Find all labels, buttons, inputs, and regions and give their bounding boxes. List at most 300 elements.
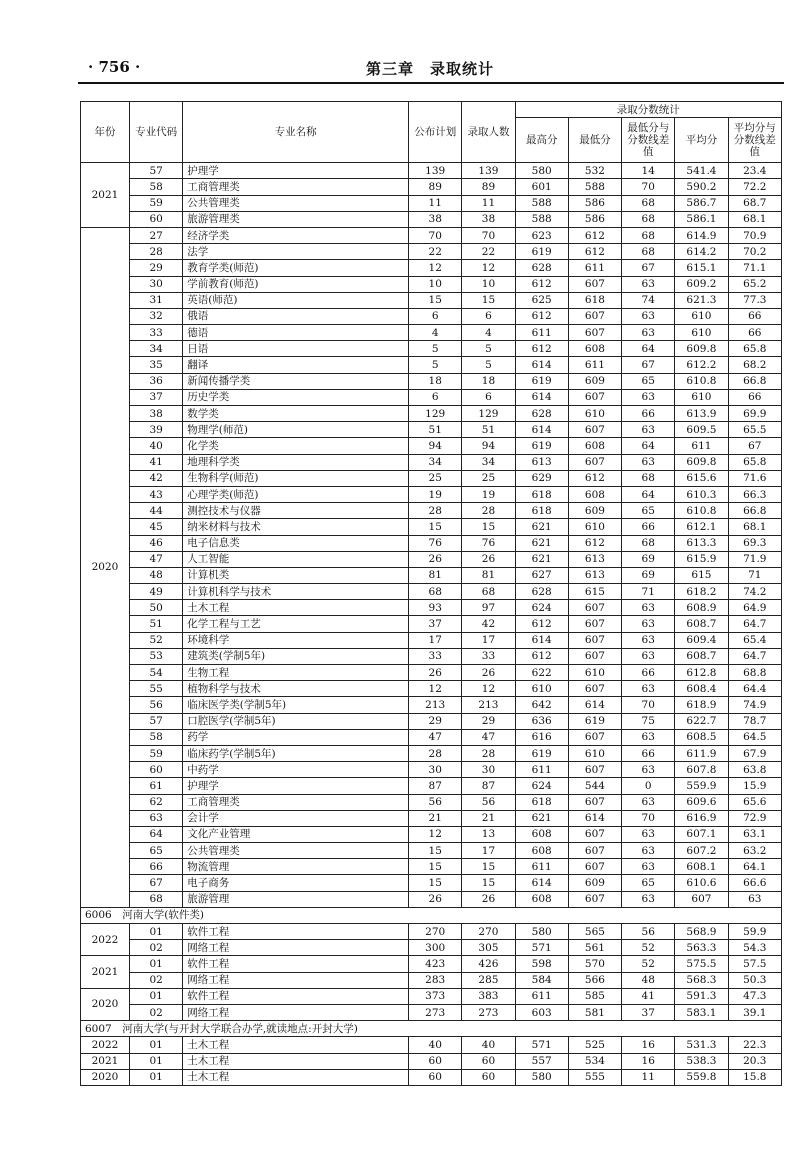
- admitted-cell: 40: [462, 1037, 515, 1053]
- max-cell: 616: [515, 729, 568, 745]
- table-row: [81, 1069, 782, 1085]
- admitted-cell: 273: [462, 1004, 515, 1020]
- avg-cell: 607.8: [675, 762, 728, 778]
- max-cell: 614: [515, 422, 568, 438]
- plan-cell: 15: [409, 843, 462, 859]
- avg-diff-cell: 50.3: [728, 972, 781, 988]
- admitted-cell: 51: [462, 422, 515, 438]
- min-cell: 612: [568, 535, 621, 551]
- admitted-cell: 12: [462, 260, 515, 276]
- min-cell: 607: [568, 422, 621, 438]
- plan-cell: 17: [409, 632, 462, 648]
- max-cell: 625: [515, 292, 568, 308]
- min-cell: 566: [568, 972, 621, 988]
- plan-cell: 11: [409, 195, 462, 211]
- avg-cell: 609.8: [675, 341, 728, 357]
- min-diff-cell: 63: [622, 276, 675, 292]
- avg-cell: 591.3: [675, 988, 728, 1004]
- plan-cell: 21: [409, 810, 462, 826]
- min-diff-cell: 64: [622, 341, 675, 357]
- code-cell: 32: [130, 308, 183, 324]
- code-cell: 65: [130, 843, 183, 859]
- plan-cell: 47: [409, 729, 462, 745]
- admitted-cell: 97: [462, 600, 515, 616]
- avg-cell: 608.4: [675, 681, 728, 697]
- table-row: [81, 341, 782, 357]
- min-cell: 586: [568, 211, 621, 227]
- min-cell: 610: [568, 665, 621, 681]
- header-rule: [78, 82, 784, 84]
- admitted-cell: 213: [462, 697, 515, 713]
- max-cell: 614: [515, 357, 568, 373]
- avg-cell: 610.8: [675, 503, 728, 519]
- admitted-cell: 4: [462, 325, 515, 341]
- table-row: [81, 357, 782, 373]
- admitted-cell: 68: [462, 584, 515, 600]
- admitted-cell: 129: [462, 406, 515, 422]
- avg-diff-cell: 57.5: [728, 956, 781, 972]
- table-row: [81, 826, 782, 842]
- avg-cell: 607.2: [675, 843, 728, 859]
- admitted-cell: 30: [462, 762, 515, 778]
- max-cell: 611: [515, 988, 568, 1004]
- plan-cell: 12: [409, 681, 462, 697]
- year-cell: 2020: [81, 227, 130, 907]
- min-cell: 608: [568, 486, 621, 502]
- code-cell: 02: [130, 940, 183, 956]
- avg-diff-cell: 70.9: [728, 227, 781, 243]
- name-cell: 历史学类: [183, 389, 409, 405]
- name-cell: 物流管理: [183, 859, 409, 875]
- code-cell: 60: [130, 762, 183, 778]
- plan-cell: 15: [409, 519, 462, 535]
- avg-diff-cell: 20.3: [728, 1053, 781, 1069]
- avg-diff-cell: 65.8: [728, 454, 781, 470]
- code-cell: 57: [130, 713, 183, 729]
- min-diff-cell: 56: [622, 924, 675, 940]
- max-cell: 610: [515, 681, 568, 697]
- year-cell: 2020: [81, 1069, 130, 1085]
- avg-diff-cell: 74.2: [728, 584, 781, 600]
- code-cell: 34: [130, 341, 183, 357]
- min-cell: 609: [568, 373, 621, 389]
- code-cell: 45: [130, 519, 183, 535]
- code-cell: 29: [130, 260, 183, 276]
- avg-diff-cell: 54.3: [728, 940, 781, 956]
- avg-diff-cell: 64.7: [728, 616, 781, 632]
- avg-diff-cell: 70.2: [728, 244, 781, 260]
- table-row: [81, 584, 782, 600]
- min-cell: 618: [568, 292, 621, 308]
- avg-diff-cell: 66: [728, 308, 781, 324]
- min-cell: 607: [568, 826, 621, 842]
- name-cell: 旅游管理类: [183, 211, 409, 227]
- table-row: [81, 972, 782, 988]
- avg-cell: 607: [675, 891, 728, 907]
- min-diff-cell: 11: [622, 1069, 675, 1085]
- admission-stats-table: [80, 101, 782, 1086]
- avg-cell: 608.9: [675, 600, 728, 616]
- min-diff-cell: 70: [622, 697, 675, 713]
- max-cell: 611: [515, 859, 568, 875]
- min-cell: 607: [568, 681, 621, 697]
- avg-cell: 607.1: [675, 826, 728, 842]
- avg-cell: 612.2: [675, 357, 728, 373]
- plan-cell: 10: [409, 276, 462, 292]
- plan-cell: 15: [409, 292, 462, 308]
- table-row: [81, 729, 782, 745]
- admitted-cell: 89: [462, 179, 515, 195]
- name-cell: 土木工程: [183, 1069, 409, 1085]
- min-cell: 607: [568, 454, 621, 470]
- max-cell: 622: [515, 665, 568, 681]
- table-row: [81, 859, 782, 875]
- plan-cell: 15: [409, 859, 462, 875]
- plan-cell: 12: [409, 826, 462, 842]
- avg-diff-cell: 63.8: [728, 762, 781, 778]
- name-cell: 生物科学(师范): [183, 470, 409, 486]
- header-name: 专业名称: [183, 102, 409, 163]
- name-cell: 建筑类(学制5年): [183, 648, 409, 664]
- name-cell: 生物工程: [183, 665, 409, 681]
- name-cell: 文化产业管理: [183, 826, 409, 842]
- table-row: [81, 600, 782, 616]
- min-diff-cell: 63: [622, 843, 675, 859]
- code-cell: 48: [130, 567, 183, 583]
- avg-diff-cell: 66.6: [728, 875, 781, 891]
- max-cell: 621: [515, 810, 568, 826]
- table-row: [81, 632, 782, 648]
- min-diff-cell: 75: [622, 713, 675, 729]
- min-diff-cell: 52: [622, 940, 675, 956]
- avg-diff-cell: 65.6: [728, 794, 781, 810]
- admitted-cell: 26: [462, 551, 515, 567]
- min-diff-cell: 64: [622, 438, 675, 454]
- min-cell: 581: [568, 1004, 621, 1020]
- avg-cell: 608.1: [675, 859, 728, 875]
- name-cell: 软件工程: [183, 988, 409, 1004]
- code-cell: 38: [130, 406, 183, 422]
- year-cell: 2021: [81, 1053, 130, 1069]
- name-cell: 护理学: [183, 778, 409, 794]
- code-cell: 43: [130, 486, 183, 502]
- code-cell: 01: [130, 1037, 183, 1053]
- avg-diff-cell: 64.1: [728, 859, 781, 875]
- min-cell: 586: [568, 195, 621, 211]
- min-diff-cell: 67: [622, 357, 675, 373]
- name-cell: 俄语: [183, 308, 409, 324]
- min-cell: 607: [568, 389, 621, 405]
- admitted-cell: 26: [462, 665, 515, 681]
- plan-cell: 423: [409, 956, 462, 972]
- plan-cell: 81: [409, 567, 462, 583]
- table-row: [81, 486, 782, 502]
- avg-cell: 622.7: [675, 713, 728, 729]
- min-diff-cell: 68: [622, 227, 675, 243]
- avg-diff-cell: 15.9: [728, 778, 781, 794]
- plan-cell: 76: [409, 535, 462, 551]
- admitted-cell: 139: [462, 163, 515, 179]
- avg-diff-cell: 69.3: [728, 535, 781, 551]
- name-cell: 心理学类(师范): [183, 486, 409, 502]
- min-cell: 611: [568, 260, 621, 276]
- code-cell: 64: [130, 826, 183, 842]
- max-cell: 619: [515, 745, 568, 761]
- avg-cell: 590.2: [675, 179, 728, 195]
- avg-diff-cell: 68.8: [728, 665, 781, 681]
- min-cell: 612: [568, 244, 621, 260]
- plan-cell: 6: [409, 308, 462, 324]
- max-cell: 588: [515, 195, 568, 211]
- admitted-cell: 26: [462, 891, 515, 907]
- admitted-cell: 5: [462, 341, 515, 357]
- table-row: [81, 373, 782, 389]
- min-cell: 565: [568, 924, 621, 940]
- avg-cell: 609.5: [675, 422, 728, 438]
- avg-cell: 531.3: [675, 1037, 728, 1053]
- avg-cell: 616.9: [675, 810, 728, 826]
- code-cell: 42: [130, 470, 183, 486]
- min-diff-cell: 63: [622, 325, 675, 341]
- max-cell: 608: [515, 843, 568, 859]
- plan-cell: 60: [409, 1053, 462, 1069]
- min-diff-cell: 68: [622, 244, 675, 260]
- plan-cell: 26: [409, 551, 462, 567]
- plan-cell: 15: [409, 875, 462, 891]
- table-row: [81, 551, 782, 567]
- max-cell: 621: [515, 519, 568, 535]
- plan-cell: 12: [409, 260, 462, 276]
- avg-cell: 615: [675, 567, 728, 583]
- avg-cell: 568.3: [675, 972, 728, 988]
- avg-cell: 586.7: [675, 195, 728, 211]
- avg-cell: 615.1: [675, 260, 728, 276]
- avg-cell: 612.8: [675, 665, 728, 681]
- avg-cell: 575.5: [675, 956, 728, 972]
- table-row: [81, 406, 782, 422]
- avg-cell: 609.6: [675, 794, 728, 810]
- name-cell: 化学工程与工艺: [183, 616, 409, 632]
- table-row: [81, 503, 782, 519]
- avg-cell: 615.6: [675, 470, 728, 486]
- min-diff-cell: 63: [622, 729, 675, 745]
- avg-diff-cell: 63.1: [728, 826, 781, 842]
- admitted-cell: 19: [462, 486, 515, 502]
- min-cell: 607: [568, 859, 621, 875]
- table-row: [81, 891, 782, 907]
- table-row: [81, 292, 782, 308]
- max-cell: 621: [515, 551, 568, 567]
- min-diff-cell: 41: [622, 988, 675, 1004]
- code-cell: 66: [130, 859, 183, 875]
- avg-diff-cell: 64.9: [728, 600, 781, 616]
- name-cell: 中药学: [183, 762, 409, 778]
- max-cell: 601: [515, 179, 568, 195]
- min-diff-cell: 68: [622, 535, 675, 551]
- plan-cell: 40: [409, 1037, 462, 1053]
- name-cell: 网络工程: [183, 1004, 409, 1020]
- code-cell: 60: [130, 211, 183, 227]
- plan-cell: 28: [409, 745, 462, 761]
- code-cell: 01: [130, 1069, 183, 1085]
- admitted-cell: 56: [462, 794, 515, 810]
- avg-cell: 618.9: [675, 697, 728, 713]
- max-cell: 571: [515, 1037, 568, 1053]
- name-cell: 护理学: [183, 163, 409, 179]
- avg-cell: 541.4: [675, 163, 728, 179]
- avg-cell: 609.2: [675, 276, 728, 292]
- max-cell: 608: [515, 826, 568, 842]
- avg-cell: 583.1: [675, 1004, 728, 1020]
- min-diff-cell: 63: [622, 681, 675, 697]
- min-cell: 607: [568, 600, 621, 616]
- max-cell: 628: [515, 260, 568, 276]
- avg-cell: 559.8: [675, 1069, 728, 1085]
- name-cell: 纳米材料与技术: [183, 519, 409, 535]
- min-cell: 610: [568, 406, 621, 422]
- code-cell: 49: [130, 584, 183, 600]
- avg-diff-cell: 64.5: [728, 729, 781, 745]
- table-row: [81, 616, 782, 632]
- table-row: [81, 244, 782, 260]
- min-diff-cell: 63: [622, 859, 675, 875]
- min-cell: 607: [568, 632, 621, 648]
- avg-cell: 609.4: [675, 632, 728, 648]
- min-cell: 607: [568, 648, 621, 664]
- min-diff-cell: 63: [622, 616, 675, 632]
- section-header-row: [81, 907, 782, 923]
- name-cell: 经济学类: [183, 227, 409, 243]
- plan-cell: 34: [409, 454, 462, 470]
- avg-cell: 614.2: [675, 244, 728, 260]
- plan-cell: 94: [409, 438, 462, 454]
- admitted-cell: 12: [462, 681, 515, 697]
- table-row: [81, 762, 782, 778]
- code-cell: 46: [130, 535, 183, 551]
- avg-diff-cell: 66.8: [728, 373, 781, 389]
- table-row: [81, 1004, 782, 1020]
- table-row: [81, 519, 782, 535]
- header-year: 年份: [81, 102, 130, 163]
- avg-diff-cell: 59.9: [728, 924, 781, 940]
- name-cell: 化学类: [183, 438, 409, 454]
- code-cell: 62: [130, 794, 183, 810]
- table-row: [81, 940, 782, 956]
- avg-cell: 610.6: [675, 875, 728, 891]
- code-cell: 63: [130, 810, 183, 826]
- min-cell: 614: [568, 697, 621, 713]
- table-row: [81, 778, 782, 794]
- min-cell: 612: [568, 470, 621, 486]
- code-cell: 30: [130, 276, 183, 292]
- min-cell: 607: [568, 762, 621, 778]
- min-cell: 613: [568, 551, 621, 567]
- min-cell: 561: [568, 940, 621, 956]
- min-cell: 612: [568, 227, 621, 243]
- admitted-cell: 15: [462, 292, 515, 308]
- avg-diff-cell: 72.2: [728, 179, 781, 195]
- min-diff-cell: 66: [622, 745, 675, 761]
- name-cell: 植物科学与技术: [183, 681, 409, 697]
- code-cell: 53: [130, 648, 183, 664]
- page-header: [78, 58, 782, 82]
- min-diff-cell: 68: [622, 470, 675, 486]
- avg-cell: 559.9: [675, 778, 728, 794]
- name-cell: 物理学(师范): [183, 422, 409, 438]
- avg-cell: 612.1: [675, 519, 728, 535]
- min-cell: 615: [568, 584, 621, 600]
- table-row: [81, 535, 782, 551]
- avg-diff-cell: 63.2: [728, 843, 781, 859]
- code-cell: 35: [130, 357, 183, 373]
- min-cell: 585: [568, 988, 621, 1004]
- admitted-cell: 17: [462, 632, 515, 648]
- min-cell: 607: [568, 729, 621, 745]
- max-cell: 614: [515, 389, 568, 405]
- max-cell: 621: [515, 535, 568, 551]
- name-cell: 学前教育(师范): [183, 276, 409, 292]
- table-row: [81, 470, 782, 486]
- code-cell: 52: [130, 632, 183, 648]
- min-diff-cell: 69: [622, 567, 675, 583]
- avg-diff-cell: 63: [728, 891, 781, 907]
- table-row: [81, 438, 782, 454]
- table-row: [81, 389, 782, 405]
- plan-cell: 22: [409, 244, 462, 260]
- plan-cell: 139: [409, 163, 462, 179]
- plan-cell: 213: [409, 697, 462, 713]
- admitted-cell: 5: [462, 357, 515, 373]
- header-admitted: 录取人数: [462, 102, 515, 163]
- min-diff-cell: 63: [622, 891, 675, 907]
- plan-cell: 51: [409, 422, 462, 438]
- name-cell: 土木工程: [183, 1053, 409, 1069]
- plan-cell: 33: [409, 648, 462, 664]
- name-cell: 工商管理类: [183, 179, 409, 195]
- admitted-cell: 47: [462, 729, 515, 745]
- max-cell: 612: [515, 616, 568, 632]
- table-row: [81, 988, 782, 1004]
- max-cell: 611: [515, 325, 568, 341]
- avg-diff-cell: 74.9: [728, 697, 781, 713]
- min-cell: 588: [568, 179, 621, 195]
- max-cell: 619: [515, 244, 568, 260]
- min-diff-cell: 52: [622, 956, 675, 972]
- avg-diff-cell: 71.9: [728, 551, 781, 567]
- max-cell: 603: [515, 1004, 568, 1020]
- admitted-cell: 60: [462, 1069, 515, 1085]
- avg-diff-cell: 39.1: [728, 1004, 781, 1020]
- avg-cell: 563.3: [675, 940, 728, 956]
- name-cell: 法学: [183, 244, 409, 260]
- min-diff-cell: 37: [622, 1004, 675, 1020]
- plan-cell: 28: [409, 503, 462, 519]
- name-cell: 数学类: [183, 406, 409, 422]
- header-max: 最高分: [515, 118, 568, 163]
- admitted-cell: 21: [462, 810, 515, 826]
- name-cell: 土木工程: [183, 1037, 409, 1053]
- min-cell: 613: [568, 567, 621, 583]
- min-diff-cell: 63: [622, 422, 675, 438]
- plan-cell: 26: [409, 665, 462, 681]
- min-diff-cell: 69: [622, 551, 675, 567]
- max-cell: 618: [515, 794, 568, 810]
- admitted-cell: 60: [462, 1053, 515, 1069]
- table-row: [81, 227, 782, 243]
- admitted-cell: 29: [462, 713, 515, 729]
- min-cell: 610: [568, 519, 621, 535]
- avg-cell: 586.1: [675, 211, 728, 227]
